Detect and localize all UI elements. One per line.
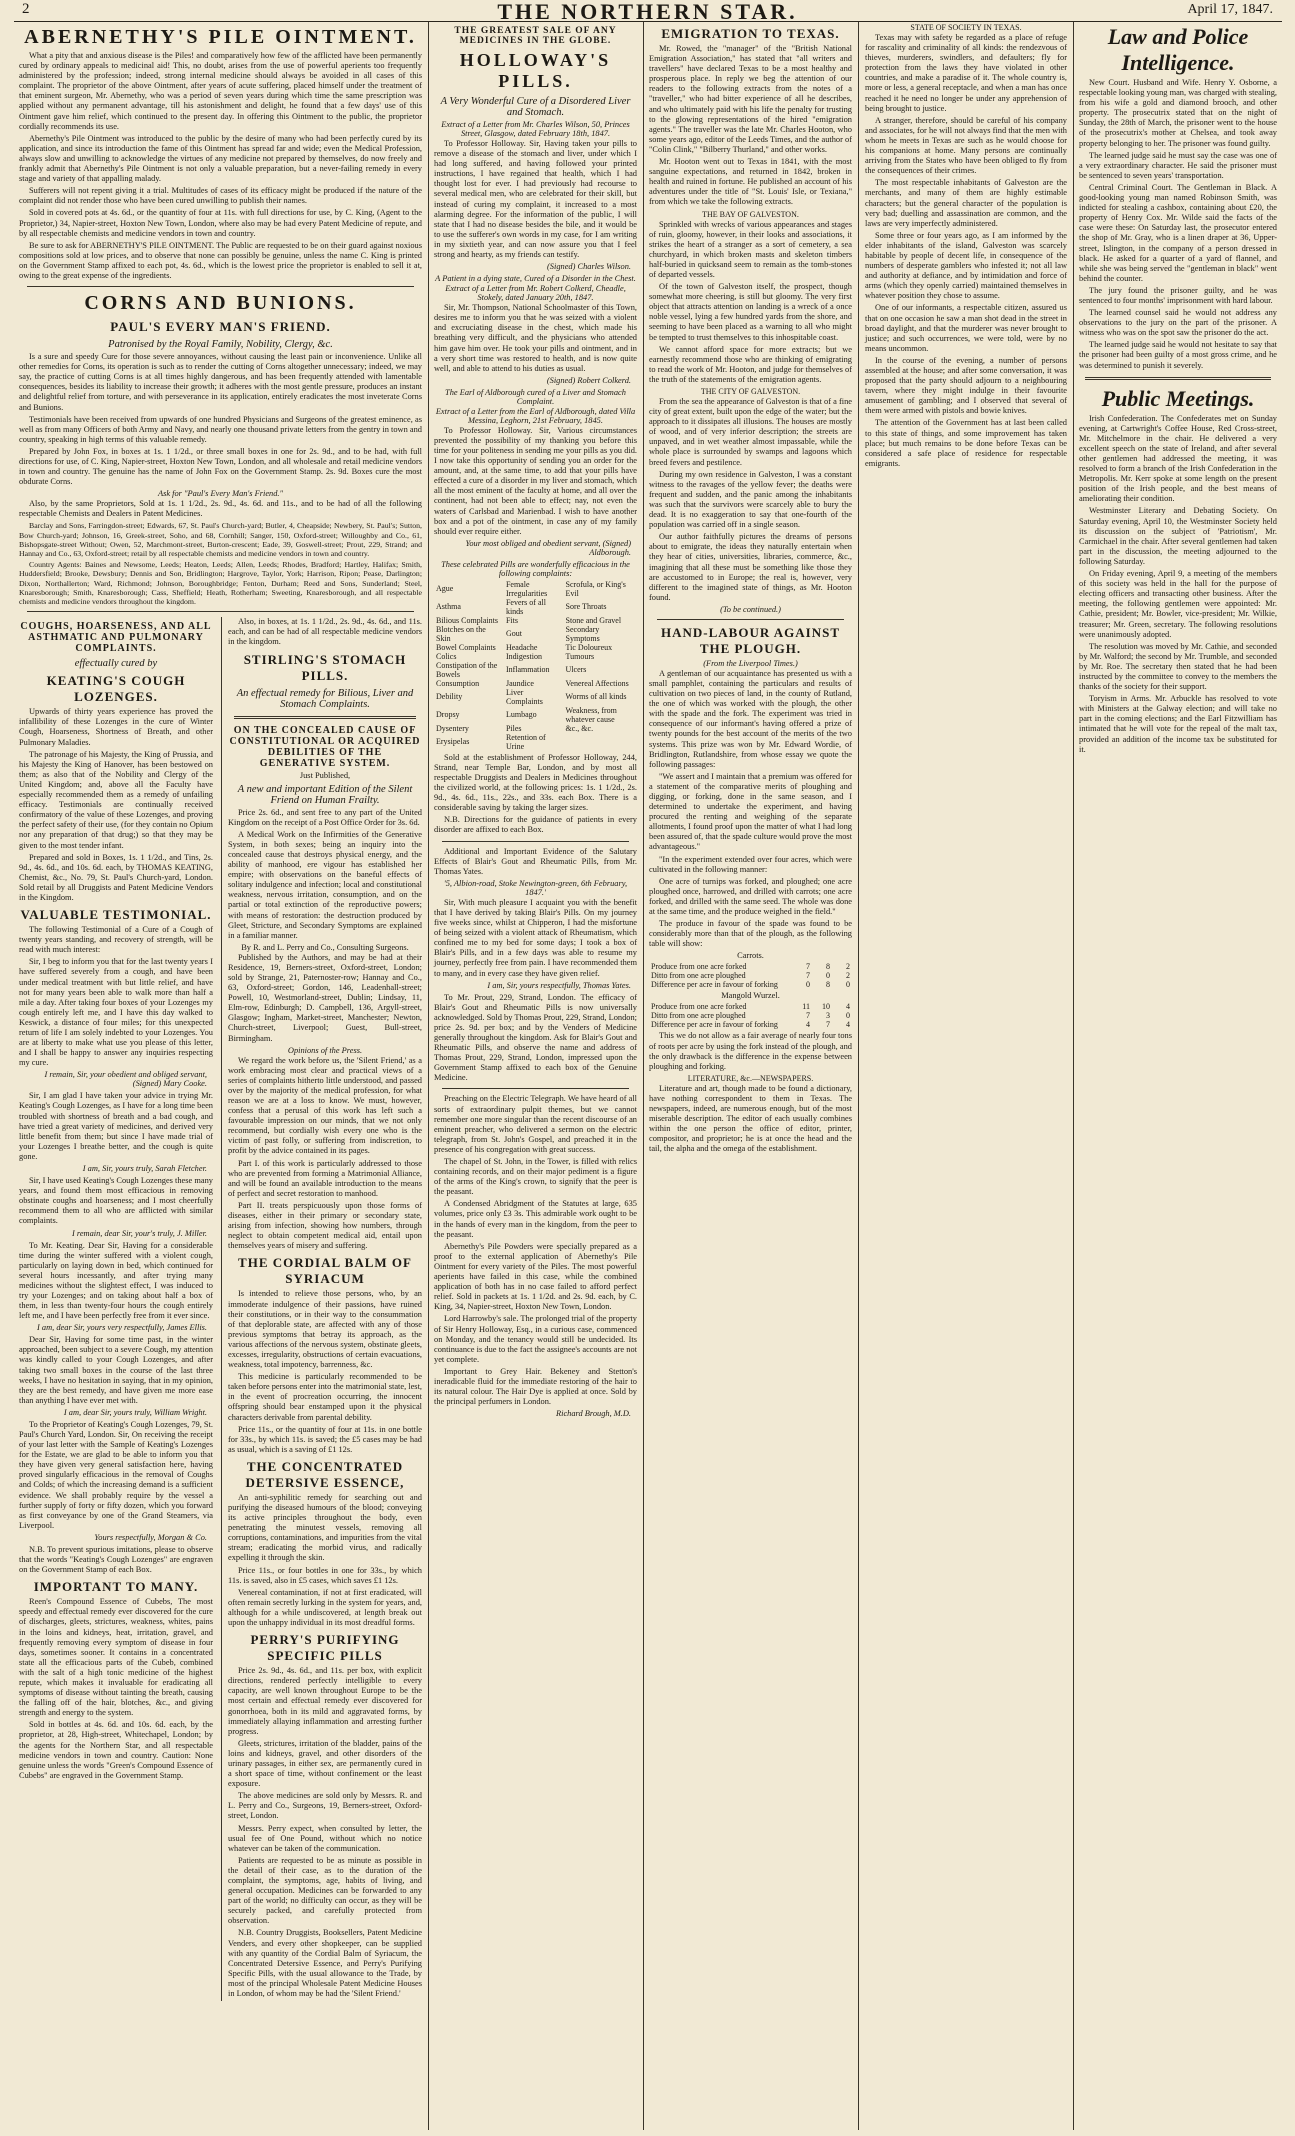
article-paragraph: What a pity that and anxious disease is the Piles! and comparatively how few of the afflicted have been permanently cured by ordinary appeals to medicinal aid! This, no doubt, arises from the use of powerful aperients too frequently administered by the profession; indeed, strong internal medicine should always be avoided in all cases of this complaint. The proprietor of the above Ointment, after years of acute suffering, placed himself under the treatment of that eminent surgeon, Mr. Abernethy, who was a period of seven years during which time the same prescription was applied without any permanent advantage, till his astonishment and delight, he found that a few days' use of this Ointment gave him relief, which continued to the present day. In offering this Ointment to the public, the proprietor cordially recommends its use.	[19, 51, 422, 131]
article-paragraph: Literature and art, though made to be found a dictionary, have nothing correspondent to them in Texas. The newspapers, indeed, are numerous enough, but of the most miserable description. The editor of each usually combines within the one person the office of editor, printer, compositor, and proprietor; he is at once the head and the tail, the alpha and the omega of the establishment.	[649, 1083, 852, 1154]
table-cell: 11	[802, 1002, 810, 1012]
section-head: LITERATURE, &c.—NEWSPAPERS.	[687, 1073, 814, 1083]
article-paragraph: The attention of the Government has at last been called to this state of things, and some improvement has taken place; but much remains to be done before Texas can be considered a safe place of residence for respectable emigrants.	[865, 418, 1067, 468]
table-cell: Retention of Urine	[505, 732, 546, 751]
article-paragraph: Messrs. Perry expect, when consulted by letter, the usual fee of One Pound, without which no notice whatever can be taken of the communication.	[228, 1823, 422, 1853]
column-rule	[858, 22, 859, 2130]
continued-note: (To be continued.)	[720, 604, 781, 614]
table-cell: Piles	[505, 723, 522, 733]
table-row	[434, 679, 637, 688]
signature: Richard Brough, M.D.	[556, 1409, 631, 1419]
article-paragraph: Texas may with safety be regarded as a place of refuge for rascality and criminality of all kinds: the rendezvous of thieves, murderers, swindlers, and defaulters; fly for protection from the laws they have violated in other countries, and make a paradise of it. The whole country is, more or less, a general receptacle, and when a man has once reached it he need no longer be under any apprehension of being brought to justice.	[865, 33, 1067, 113]
page-number: 2	[22, 1, 30, 17]
table-cell: Worms of all kinds	[565, 692, 627, 702]
column-5	[1074, 22, 1282, 2130]
article-paragraph: During my own residence in Galveston, I was a constant witness to the ravages of the yellow fever; the deaths were frequent and sudden, and the panic among the inhabitants was such that the survivors were scarcely able to bury the dead. It is no exaggeration to say that one-fourth of the population was carried off in a single season.	[649, 469, 852, 530]
subhead-holloway: A Very Wonderful Cure of a Disordered Liver and Stomach.	[440, 96, 631, 118]
complaints-table	[434, 580, 637, 751]
article-paragraph: Upwards of thirty years experience has proved the infallibility of these Lozenges in the cure of Winter Cough, Hoarseness, Shortness of Breath, and other Pulmonary Maladies.	[19, 707, 213, 747]
table-row	[649, 1011, 852, 1020]
article-paragraph: The learned judge said he would not hesitate to say that the prisoner had been guilty of a most gross crime, and he was determined to punish it severely.	[1079, 340, 1277, 370]
article-paragraph: This we do not allow as a fair average of nearly four tons of roots per acre by using the fork instead of the plough, and the only drawback is the difference in the expense between ploughing and forking.	[649, 1031, 852, 1071]
article-paragraph: One acre of turnips was forked, and ploughed; one acre ploughed once, harrowed, and drilled with carrots; one acre forked, and drilled with the same seed. The whole was done at the same time, and the produce weighed in the field."	[649, 876, 852, 917]
article-paragraph: Prepared and sold in Boxes, 1s. 1 1/2d., and Tins, 2s. 9d., 4s. 6d., and 10s. 6d. each, by THOMAS KEATING, Chemist, &c., No. 79, St. Paul's Church-yard, London. Sold retail by all Druggists and Patent Medicine Vendors in the Kingdom.	[19, 852, 213, 902]
divider	[657, 619, 844, 620]
table-cell: 4	[846, 1020, 850, 1030]
article-paragraph: Important to Grey Hair. Bekeney and Stetton's ineradicable fluid for the immediate restoring of the hair to its natural colour. The Hair Dye is applied at once. Sold by the principal perfumers in London.	[434, 1366, 637, 1407]
article-paragraph: On Friday evening, April 9, a meeting of the members of this society was held in the hall for the purpose of electing officers and transacting other business. After the meeting, the following gentlemen were appointed: Mr. Cathie, president; Mr. Bowler, vice-president; Mr. Wilkie, treasurer; Mr. Green, secretary. The following resolutions were unanimously adopted.	[1079, 569, 1277, 639]
article-paragraph: Also, in boxes, at 1s. 1 1/2d., 2s. 9d., 4s. 6d., and 11s. each, and can be had of all respectable medicine vendors in the kingdom.	[228, 617, 422, 647]
section-head: STATE OF SOCIETY IN TEXAS.	[910, 23, 1022, 32]
column-2	[429, 22, 642, 2130]
subhead-pauls: Patronised by the Royal Family, Nobility, Clergy, &c.	[108, 339, 333, 351]
masthead: THE NORTHERN STAR.	[497, 0, 798, 24]
page-header	[0, 0, 1295, 24]
issue-date: April 17, 1847.	[1187, 2, 1273, 17]
column-1	[14, 22, 427, 2130]
table-cell: Debility	[436, 692, 463, 702]
article-paragraph: Sold at the establishment of Professor Holloway, 244, Strand, near Temple Bar, London, and by most all respectable Druggists and Dealers in Medicines throughout the civilized world, at the following prices: 1s. 1 1/2d., 2s. 9d., 4s. 6d., 11s., 22s., and 33s. each Box. There is a considerable saving by taking the larger sizes.	[434, 752, 637, 813]
table-cell: Fits	[505, 615, 518, 625]
article-paragraph: Sold in bottles at 4s. 6d. and 10s. 6d. each, by the proprietor, at 28, High-street, Whitechapel, London; by the agents for the Northern Star, and all respectable medicine vendors in town and country. Caution: None genuine unless the words "Green's Compound Essence of Cubebs" are engraved in the Government Stamp.	[19, 1720, 213, 1780]
table-cell: Lumbago	[505, 710, 537, 720]
article-paragraph: We cannot afford space for more extracts; but we earnestly recommend those who are thinking of emigrating to read the work of Mr. Hooton, and judge for themselves of the truth of the statements of the emigration agents.	[649, 344, 852, 384]
article-paragraph: N.B. Directions for the guidance of patients in every disorder are affixed to each Box.	[434, 815, 637, 835]
article-paragraph: Additional and Important Evidence of the Salutary Effects of Blair's Gout and Rheumatic Pills, from Mr. Thomas Yates.	[434, 846, 637, 876]
source-line: (From the Liverpool Times.)	[703, 658, 798, 668]
table-cell: 0	[806, 980, 810, 990]
table-cell: Sore Throats	[565, 602, 607, 612]
table-row	[649, 1020, 852, 1029]
article-paragraph: Price 2s. 6d., and sent free to any part of the United Kingdom on the receipt of a Post Office Order for 3s. 6d.	[228, 807, 422, 827]
article-paragraph: A stranger, therefore, should be careful of his company and associates, for he will not always find that the men with whom he meets in Texas are such as he would choose for his companions at home. Many persons are continually arriving from the States who have been obliged to fly from the consequences of their crimes.	[865, 115, 1067, 176]
table-cell: 7	[806, 1011, 810, 1021]
table-row	[434, 598, 637, 616]
article-paragraph: N.B. To prevent spurious imitations, please to observe that the words "Keating's Cough Lozenges" are engraven on the Government Stamp of each Box.	[19, 1544, 213, 1575]
article-paragraph: This medicine is particularly recommended to be taken before persons enter into the matrimonial state, lest, in the event of procreation occurring, the innocent offspring should bear enstamped upon it the physical characters derivable from parental debility.	[228, 1372, 422, 1422]
article-paragraph: Sir, I beg to inform you that for the last twenty years I have suffered severely from a cough, and have been under medical treatment with but little relief, and have not for many years been able to walk more than half a mile a day. After taking four boxes of your Lozenges my cough entirely left me, and I have this day walked to Keswick, a distance of four miles; for this unexpected return of life I am solely indebted to your Lozenges. You are at liberty to make what use you please of this letter, and I shall be happy to answer any inquiries respecting my cure.	[19, 957, 213, 1068]
table-cell: Ague	[436, 584, 454, 594]
article-paragraph: Mr. Hooton went out to Texas in 1841, with the most sanguine expectations, and returned in 1842, broken in health and ruined in fortune. He published an account of his adventures under the title of "St. Louis' Isle, or Texiana," from which we take the following extracts.	[649, 157, 852, 207]
article-paragraph: Part I. of this work is particularly addressed to those who are prevented from forming a Matrimonial Alliance, and will be found an available introduction to the means of perfect and secret restoration to manhood.	[228, 1158, 422, 1198]
table-row	[434, 733, 637, 751]
article-paragraph: The resolution was moved by Mr. Cathie, and seconded by Mr. Walford; the second by Mr. Trumble, and seconded by Mr. Roe. The secretary then stated that he had been instructed by the committee to convey to the members the thanks of the society for their support.	[1079, 641, 1277, 692]
article-paragraph: Prepared by John Fox, in boxes at 1s. 1 1/2d., or three small boxes in one for 2s. 9d., and to be had, with full directions for use, of C. King, Napier-street, Hoxton New Town, London, and all wholesale and retail medicine vendors in town and country. The genuine has the name of John Fox on the Government Stamp. 2s. 9d. Boxes cure the most obdurate Corns.	[19, 446, 422, 487]
headline-perry-pills: PERRY'S PURIFYING SPECIFIC PILLS	[250, 1632, 400, 1664]
subhead-coughs: effectually cured by	[74, 658, 158, 670]
table-cell: Difference per acre in favour of forking	[651, 1020, 778, 1030]
table-title-mangold: Mangold Wurzel.	[721, 991, 780, 1001]
column-3	[644, 22, 857, 2130]
table-cell: Bilious Complaints	[436, 615, 499, 625]
table-cell: Constipation of the Bowels	[436, 660, 498, 679]
article-paragraph: Reen's Compound Essence of Cubebs, The most speedy and effectual remedy ever discovered for the cure of discharges, gleets, strictures, weakness, whites, pains in the loins and kidneys, heat, irritation, gravel, and frequently removing every symptom of disease in four days, sometimes sooner. It contains in a concentrated state all the efficacious parts of the Cubeb, combined with the salt of a high tonic medicine of the highest repute, which makes it invaluable for eradicating all symptoms of disease without tainting the breath, causing the falling off of the hair, blotches, &c., and giving strength and energy to the system.	[19, 1597, 213, 1718]
article-paragraph: A gentleman of our acquaintance has presented us with a small pamphlet, containing the particulars and results of cultivation on two pieces of land, in the county of Rutland, the one of which was worked with the plough, the other with the spade and the fork. The experiment was tried in consequence of our informant's having offered a prize of twenty pounds for the best account of the merits of the two systems. This prize was won by Mr. Edward Wordie, of Bridlington, Rutlandshire, from whose essay we quote the following passages:	[649, 668, 852, 769]
article-paragraph: The jury found the prisoner guilty, and he was sentenced to four months' imprisonment with hard labour.	[1079, 285, 1277, 305]
article-paragraph: Be sure to ask for ABERNETHY'S PILE OINTMENT. The Public are requested to be on their guard against noxious compositions sold at low prices, and to observe that none can possibly be genuine, unless the name C. King is printed on the Government Stamp affixed to each pot, 4s. 6d., which is the lowest price the proprietor is enabled to sell it at, owing to the great expense of the ingredients.	[19, 240, 422, 280]
table-cell: 0	[846, 980, 850, 990]
table-cell: 2	[846, 971, 850, 981]
article-paragraph: To Professor Holloway. Sir, Having taken your pills to remove a disease of the stomach and liver, under which I had long suffered, and having followed your printed instructions, I have regained that health, which I had thought lost for ever. I had previously had recourse to several medical men, who are celebrated for their skill, but instead of curing my complaint, it increased to a most alarming degree. For the information of the public, I will state that I had no disease besides the bile, and it would be to use the sufferer's own words in my case, for I am writing in my sixtieth year, and can now assure you that I feel strong and hearty, as my friends can testify.	[434, 139, 637, 260]
table-title-carrots: Carrots.	[737, 951, 764, 961]
authors-line: By R. and L. Perry and Co., Consulting Surgeons.	[241, 942, 409, 952]
table-cell: Ditto from one acre ploughed	[651, 971, 746, 981]
article-paragraph: Our author faithfully pictures the dreams of persons about to emigrate, the ideas they naturally entertain when they hear of cities, universities, libraries, commerce, &c., imagining that all these must be something like those they are accustomed to in Europe; the real is, however, very different to the imagined state of things, as Mr. Hooton found.	[649, 532, 852, 602]
article-paragraph: Abernethy's Pile Ointment was introduced to the public by the desire of many who had been perfectly cured by its application, and since its introduction the fame of this Ointment has spread far and wide; even the Medical Profession, always slow and unwilling to acknowledge the virtues of any medicine not prepared by themselves, do now freely and frankly admit that Abernethy's Pile Ointment is not only a valuable preparation, but a never-failing remedy in every stage and variety of that appalling malady.	[19, 133, 422, 184]
article-paragraph: The most respectable inhabitants of Galveston are the merchants, and many of them are highly estimable characters; but the general character of the population is very bad; duelling and assassination are common, and the laws are very imperfectly administered.	[865, 178, 1067, 228]
extract-line: Extract of a Letter from Mr. Robert Colkerd, Cheadle, Stokely, dated January 20th, 1847.	[445, 284, 626, 303]
signature: Your most obliged and obedient servant, (Signed) Aldborough.	[465, 538, 631, 557]
italic-head: These celebrated Pills are wonderfully efficacious in the following complaints:	[441, 559, 630, 578]
article-paragraph: Price 2s. 9d., 4s. 6d., and 11s. per box, with explicit directions, rendered perfectly intelligible to every capacity, are well known throughout Europe to be the most certain and effectual remedy ever discovered for gonorrhoea, both in its mild and aggravated forms, by immediately allaying inflammation and arresting further progress.	[228, 1666, 422, 1736]
table-cell: Stone and Gravel	[565, 615, 622, 625]
carrots-table	[649, 962, 852, 989]
article-paragraph: To Professor Holloway. Sir, Various circumstances prevented the possibility of my thanking you before this time for your politeness in sending me your pills as you did. I now take this opportunity of sending you an order for the amount, and, at the same time, to add that your pills have effected a cure of a disorder in my liver and stomach, which all the most eminent of the faculty at home, and all over the continent, had not been able to effect; nay, not even the waters of Carlsbad and Marienbad. I wish to have another box and a pot of the ointment, in case any of my family should ever require either.	[434, 425, 637, 536]
signature: I am, dear Sir, yours very respectfully, James Ellis.	[37, 1323, 207, 1333]
article-paragraph: Testimonials have been received from upwards of one hundred Physicians and Surgeons of the greatest eminence, as well as from many Officers of both Army and Navy, and nearly one thousand private letters from the gentry in town and country, speaking in high terms of this valuable remedy.	[19, 414, 422, 444]
subhead-silent-friend: A new and important Edition of the Silent Friend on Human Frailty.	[237, 783, 413, 806]
table-row	[434, 643, 637, 652]
table-cell: Erysipelas	[436, 737, 470, 747]
article-paragraph: Sir, With much pleasure I acquaint you with the benefit that I have derived by taking Blair's Pills. On my journey five weeks since, whilst at Chipperon, I had the misfortune of being seized with a violent attack of Rheumatism, which confined me to my bed for some days; I took a box of Blair's Pills, and in a few days was able to resume my journey, perfectly free from pain. I have recommended them to many, and in every case they have given relief.	[434, 897, 637, 978]
extract-line: Extract of a Letter from the Earl of Aldborough, dated Villa Messina, Leghorn, 21st February, 1845.	[435, 406, 636, 425]
table-cell: Consumption	[436, 678, 480, 688]
table-cell: Fevers of all kinds	[505, 597, 546, 616]
headline-emigration: EMIGRATION TO TEXAS.	[661, 26, 840, 41]
article-paragraph: In the course of the evening, a number of persons assembled at the house; and after some conversation, it was proposed that the party should adjourn to a neighbouring tavern, where they might indulge in their favourite amusement of gambling; and I observed that several of them were armed with pistols and bowie knives.	[865, 355, 1067, 416]
signature: (Signed) Robert Colkerd.	[546, 375, 631, 385]
article-paragraph: Gleets, strictures, irritation of the bladder, pains of the loins and kidneys, gravel, and other disorders of the urinary passages, in either sex, are permanently cured in a short space of time, without confinement or the least exposure.	[228, 1738, 422, 1789]
table-cell: Produce from one acre forked	[651, 962, 747, 972]
table-cell: Scrofula, or King's Evil	[565, 579, 626, 598]
table-cell: Produce from one acre forked	[651, 1002, 747, 1012]
article-paragraph: We regard the work before us, the 'Silent Friend,' as a work embracing most clear and practical views of a series of complaints hitherto little understood, and passed over by the majority of the medical profession, for what reason we are at a loss to know. We must, however, confess that a perusal of this work has left such a favourable impression on our minds, that we not only recommend, but cordially wish every one who is the victim of past folly, or suffering from indiscretion, to profit by the advice contained in its pages.	[228, 1055, 422, 1156]
article-paragraph: Dear Sir, Having for some time past, in the winter approached, been subject to a severe Cough, my attention was kindly called to your Cough Lozenges, and after taking two small boxes in the course of the last three weeks, I have no hesitation in saying, that in my opinion, they are the best remedy, and have given me more ease than anything I have ever met with.	[19, 1335, 213, 1405]
headline-greatest-sale: THE GREATEST SALE OF ANY MEDICINES IN THE GLOBE.	[454, 26, 617, 46]
table-cell: Difference per acre in favour of forking	[651, 980, 778, 990]
article-paragraph: Mr. Rowed, the "manager" of the "British National Emigration Association," has stated that "all writers and travellers" have declared Texas to be a most healthy and prosperous place. In reply we beg the attention of our readers to the following extracts from the notes of a "traveller," who had bitter experience of all he describes, and who ultimately paid with his life the penalty for trusting to the glowing representations of the hired "emigration agents." The traveller was the late Mr. Charles Hooton, who some years ago, editor of the Leeds Times, and the author of "Colin Clink," "Bilberry Thurland," and other works.	[649, 44, 852, 154]
article-paragraph: "In the experiment extended over four acres, which were cultivated in the following manner:	[649, 854, 852, 874]
table-cell: &c., &c.	[565, 723, 594, 733]
table-cell: Tic Doloureux	[565, 642, 613, 652]
article-paragraph: Abernethy's Pile Powders were specially prepared as a proof to the external application of Abernethy's Pile Ointment for every variety of the Piles. The most powerful aperients have failed in this case, while the combined application of both has in no case failed to afford perfect relief. Sold in packets at 1s. 1 1/2d. and 2s. 9d. each, by C. King, 34, Napier-street, Hoxton New Town, London.	[434, 1241, 637, 1312]
article-paragraph: From the sea the appearance of Galveston is that of a fine city of great extent, built upon the edge of the water; but the approach to it dissipates all illusions. The houses are mostly of wood, and of very inferior description; the streets are unpaved, and in wet weather almost impassable, while the whole place is surrounded by swamps and lagoons which breed fevers and pestilence.	[649, 397, 852, 467]
article-paragraph: An anti-syphilitic remedy for searching out and purifying the diseased humours of the blood; conveying its active principles throughout the body, even penetrating the minutest vessels, removing all corruptions, contaminations, and impurities from the vital stream; eradicating the morbid virus, and radically expelling it through the skin.	[228, 1492, 422, 1563]
article-paragraph: "We assert and I maintain that a premium was offered for a statement of the comparative merits of ploughing and digging, or forking, done in the same season, and I determined to undertake the experiment, and having procured the renting and weighing of the separate allotments, I found proof upon the matter of what I had long been assured of, that the spade culture would prove the most advantageous."	[649, 771, 852, 852]
headline-important: IMPORTANT TO MANY.	[33, 1579, 199, 1595]
table-cell: Dropsy	[436, 710, 460, 720]
article-paragraph: Westminster Literary and Debating Society. On Saturday evening, April 10, the Westminster Society held its discussion on the subject of 'Patriotism', Mr. Carmichael in the chair. After several gentlemen had taken part in the discussion, the meeting adjourned to the following Saturday.	[1079, 506, 1277, 566]
table-cell: Bowel Complaints	[436, 642, 496, 652]
article-paragraph: Country Agents: Baines and Newsome, Leeds; Heaton, Leeds; Allen, Leeds; Rhodes, Bradford; Hartley, Halifax; Smith, Huddersfield; Brooke, Dewsbury; Dennis and Son, Bridlington; Hargrove, Taylor, York; Harrison, Ripon; Pease, Darlington; Dixon, Northallerton; Ward, Richmond; Johnson, Boroughbridge; Fenton, Durham; Reed and Sons, Sunderland; Steel, Knaresborough; Smith, Knaresborough; Cass, Sheffield; Heath, Rotherham; Sweeting, Knaresborough, and all respectable chemists and medicine vendors throughout the kingdom.	[19, 560, 422, 607]
article-paragraph: Sir, Mr. Thompson, National Schoolmaster of this Town, desires me to inform you that he was seized with a violent and excruciating disease in the chest, which made his breathing very difficult, and the physicians who attended him gave him over. He took your pills and ointment, and in a very short time was restored to health, and is now quite well, and able to attend to his duties as usual.	[434, 303, 637, 373]
table-cell: Dysentery	[436, 723, 469, 733]
table-cell: Indigestion	[505, 651, 542, 661]
divider	[27, 286, 414, 287]
article-paragraph: Of the town of Galveston itself, the prospect, though somewhat more cheering, is still but gloomy. The very first object that attracts attention on landing is a wreck of a once noble vessel, lying a few hundred yards from the shore, and seeming to have been placed as a warning to all who might be tempted to trust themselves to this inhospitable coast.	[649, 282, 852, 342]
article-paragraph: Sold in covered pots at 4s. 6d., or the quantity of four at 11s. with full directions for use, by C. King, (Agent to the Proprietor,) 34, Napier-street, Hoxton New Town, London, where also may be had every Patent Medicine of repute, and by all respectable chemists and medicine vendors in town and country.	[19, 208, 422, 238]
article-paragraph: The above medicines are sold only by Messrs. R. and L. Perry and Co., Surgeons, 19, Berners-street, Oxford-street, London.	[228, 1791, 422, 1821]
table-row	[649, 980, 852, 989]
table-cell: 4	[806, 1020, 810, 1030]
headline-stirling: STIRLING'S STOMACH PILLS.	[243, 651, 407, 683]
article-paragraph: Part II. treats perspicuously upon those forms of diseases, either in their primary or secondary state, arising from infection, showing how numbers, through neglect to obtain competent medical aid, entail upon themselves years of misery and suffering.	[228, 1200, 422, 1251]
article-paragraph: Preaching on the Electric Telegraph. We have heard of all sorts of extraordinary pulpit themes, but we cannot remember one more singular than the recent discourse of an eminent preacher, who delivered a sermon on the electric telegraph, from St. John's Gospel, and preached it in the presence of his congregation with great success.	[434, 1094, 637, 1154]
table-cell: Tumours	[565, 651, 595, 661]
table-row	[434, 688, 637, 706]
article-paragraph: New Court. Husband and Wife. Henry Y. Osborne, a respectable looking young man, was charged with stealing, from his wife a gold and diamond brooch, and other property. The prosecutrix stated that on the night of Sunday, the 28th of March, the prisoner went to the house of the prosecutrix's mother at Chelsea, and took away property belonging to her. The prisoner was found guilty.	[1079, 78, 1277, 148]
article-paragraph: Price 11s., or four bottles in one for 33s., by which 11s. is saved, also in £5 cases, which saves £1 12s.	[228, 1565, 422, 1585]
article-paragraph: The patronage of his Majesty, the King of Prussia, and his Majesty the King of Hanover, has been bestowed on them; as also that of the Nobility and Clergy of the United Kingdom; and, above all the Faculty have especially recommended them as a remedy of unfailing efficacy. Testimonials are continually received confirmatory of the value of these Lozenges, and proving the perfect safety of their use, (for they contain no Opium nor any preparation of that drug;) so that they may be given to the most tender infant.	[19, 749, 213, 850]
table-cell: 2	[846, 962, 850, 972]
divider	[234, 716, 416, 719]
section-head: THE BAY OF GALVESTON.	[702, 209, 799, 219]
article-paragraph: To the Proprietor of Keating's Cough Lozenges, 79, St. Paul's Church Yard, London. Sir, On receiving the receipt of your last letter with the Sample of Keating's Lozenges for the Estate, we are glad to be able to inform you that they have given very general satisfaction here, having proved singularly efficacious in the removal of Coughs and Colds; of which the increasing demand is a sufficient evidence. We shall probably require by the vessel a further supply of forty or fifty dozen, which you forward as first conveyance by one of the Grand Steamers, via Liverpool.	[19, 1419, 213, 1530]
article-paragraph: N.B. Country Druggists, Booksellers, Patent Medicine Venders, and every other shopkeeper, can be supplied with any quantity of the Cordial Balm of Syriacum, the Concentrated Detersive Essence, and Perry's Purifying Specific Pills, with the usual allowance to the Trade, by most of the principal Wholesale Patent Medicine Houses in London, of whom may be had the 'Silent Friend.'	[228, 1928, 422, 1999]
table-cell: 0	[846, 1011, 850, 1021]
table-cell: Venereal Affections	[565, 678, 629, 688]
table-row	[649, 971, 852, 980]
signature: I remain, Sir, your obedient and obliged servant, (Signed) Mary Cooke.	[44, 1070, 207, 1089]
headline-coughs: COUGHS, HOARSENESS, AND ALL ASTHMATIC AND PULMONARY COMPLAINTS.	[20, 621, 212, 655]
signature: I am, Sir, yours respectfully, Thomas Yates.	[487, 980, 631, 990]
headline-pile-ointment: ABERNETHY'S PILE OINTMENT.	[24, 26, 417, 48]
headline-detersive: THE CONCENTRATED DETERSIVE ESSENCE,	[245, 1458, 405, 1490]
table-cell: Liver Complaints	[505, 687, 543, 706]
table-cell: 10	[822, 1002, 830, 1012]
divider	[442, 841, 629, 842]
article-paragraph: To Mr. Prout, 229, Strand, London. The efficacy of Blair's Gout and Rheumatic Pills is now universally acknowledged. Sold by Thomas Prout, 229, Strand, London; price 2s. 9d. per box; and by the Venders of Medicine generally throughout the kingdom. Ask for Blair's Gout and Rheumatic Pills, and observe the name and address of Thomas Prout, 229, Strand, London, impressed upon the Government Stamp affixed to each box of the Genuine Medicine.	[434, 992, 637, 1083]
headline-debility: ON THE CONCEALED CAUSE OF CONSTITUTIONAL OR ACQUIRED DEBILITIES OF THE GENERATIVE SYSTEM.	[229, 724, 421, 769]
article-paragraph: Central Criminal Court. The Gentleman in Black. A good-looking young man named Robinson Smith, was indicted for stealing a cashbox, containing about £20, the property of Henry Cox. Mr. Wilde said the facts of the case were these: On Saturday last, the prosecutor entered the shop of Mr. Gray, who is a linen draper at 36, Upper-street, Islington, in the company of a person dressed in black. He asked for a quarter of a yard of flannel, and while she was being served the "gentleman in black" went behind the counter.	[1079, 182, 1277, 283]
table-cell: Colics	[436, 651, 457, 661]
table-cell: Inflammation	[505, 665, 550, 675]
table-cell: Ditto from one acre ploughed	[651, 1011, 746, 1021]
headline-corns: CORNS AND BUNIONS.	[84, 292, 357, 315]
table-row	[434, 652, 637, 661]
article-paragraph: Sufferers will not repent giving it a trial. Multitudes of cases of its efficacy might be produced if the nature of the complaint did not render those who have been cured unwilling to publish their names.	[19, 186, 422, 206]
opinions-head: Opinions of the Press.	[287, 1045, 363, 1055]
table-row	[649, 1002, 852, 1011]
table-row	[434, 580, 637, 598]
section-head: THE CITY OF GALVESTON.	[700, 387, 801, 396]
table-row	[434, 625, 637, 643]
table-cell: Secondary Symptoms	[565, 624, 600, 643]
article-paragraph: Toryism in Arms. Mr. Arbuckle has resolved to vote with Ministers at the Galway election; and will take no part in the coming elections; and the Earl Fitzwilliam has intimated that he will vote for the repeal of the malt tax, provided an addition of the income tax be substituted for it.	[1079, 694, 1277, 754]
table-row	[434, 724, 637, 733]
article-paragraph: Is a sure and speedy Cure for those severe annoyances, without causing the least pain or inconvenience. Unlike all other remedies for Corns, its operation is such as to render the cutting of Corns altogether unnecessary; indeed, we may say, the practice of cutting Corns is at all times highly dangerous, and has been frequently attended with lamentable consequences, besides its liability to increase their growth; it adheres with the most gentle pressure, produces an instant and delightful relief from torture, and with perseverance in its application, entirely eradicates the most inveterate Corns and Bunions.	[19, 352, 422, 412]
article-paragraph: Irish Confederation. The Confederates met on Sunday evening, at Cartwright's Coffee House, Red Cross-street, Mr. Mitchelmore in the chair. He delivered a very excellent speech on the state of Ireland, and after several other gentlemen had addressed the meeting, it was resolved to form a branch of the Irish Confederation in the Metropolis. Mr. Kerr spoke at some length on the present position of the Irish people, and the best means of ameliorating their condition.	[1079, 413, 1277, 504]
divider	[1085, 377, 1271, 380]
subhead-stirling: An effectual remedy for Bilious, Liver and Stomach Complaints.	[236, 687, 414, 710]
article-paragraph: Is intended to relieve those persons, who, by an immoderate indulgence of their passions, have ruined their constitutions, or in their way to the consummation of that deplorable state, are affected with any of those previous symptoms that betray its approach, as the various affections of the nervous system, obstinate gleets, excesses, irregularity, obstructions of certain evacuations, weakness, total impotency, barrenness, &c.	[228, 1289, 422, 1370]
table-cell: Weakness, from whatever cause	[565, 705, 617, 724]
table-cell: Ulcers	[565, 665, 587, 675]
article-paragraph: Lord Harrowby's sale. The prolonged trial of the property of Sir Henry Holloway, Esq., in a curious case, commenced on Monday, and the tenancy would still be undecided. Its continuance is due to the fact the assignee's accounts are not yet complete.	[434, 1314, 637, 1364]
article-paragraph: To Mr. Keating. Dear Sir, Having for a considerable time during the winter suffered with a violent cough, particularly on laying down in bed, which continued for several hours incessantly, and after trying many medicines without the slightest effect, I was induced to try your Lozenges; and on taking about half a box of them, in less than twenty-four hours the cough entirely left me, and I have been perfectly free from it ever since.	[19, 1240, 213, 1321]
article-paragraph: The following Testimonial of a Cure of a Cough of twenty years standing, and recovery of strength, will be read with much interest:	[19, 925, 213, 955]
article-paragraph: Also, by the same Proprietors, Sold at 1s. 1 1/2d., 2s. 9d., 4s. 6d. and 11s., and to be had of all the following respectable Chemists and Dealers in Patent Medicines.	[19, 499, 422, 519]
extract-line: Extract of a Letter from Mr. Charles Wilson, 50, Princes Street, Glasgow, dated February 18th, 1847.	[441, 120, 630, 138]
table-cell: Female Irregularities	[505, 579, 548, 598]
table-cell: 7	[806, 962, 810, 972]
italic-head: A Patient in a dying state, Cured of a Disorder in the Chest.	[435, 274, 636, 284]
divider	[27, 611, 414, 612]
table-row	[434, 661, 637, 679]
table-cell: 7	[826, 1020, 830, 1030]
signature: I am, Sir, yours truly, Sarah Fletcher.	[82, 1164, 207, 1174]
table-cell: 7	[806, 971, 810, 981]
mangold-table	[649, 1002, 852, 1029]
headline-pauls: PAUL'S EVERY MAN'S FRIEND.	[110, 319, 331, 335]
table-cell: Headache	[505, 642, 538, 652]
article-paragraph: A Medical Work on the Infirmities of the Generative System, in both sexes; being an inquiry into the concealed cause that destroys physical energy, and the ability of manhood, ere vigour has established her empire; with observations on the baneful effects of solitary indulgence and infection; local and constitutional weakness, nervous irritation, consumption, and on the partial or total extinction of the reproductive powers; with means of restoration: the destruction produced by Gleet, Stricture, and Secondary Symptoms are explained in a familiar manner.	[228, 829, 422, 940]
section-title-law-police: Law and Police Intelligence.	[1107, 24, 1249, 75]
table-cell: 8	[826, 980, 830, 990]
article-paragraph: Sir, I am glad I have taken your advice in trying Mr. Keating's Cough Lozenges, as I have for a long time been troubled with shortness of breath and a bad cough, and have tried a great variety of medicines, and derived very little benefit from them; but since I have made trial of your Lozenges I breathe better, and the cough is quite gone.	[19, 1091, 213, 1161]
headline-keating: KEATING'S COUGH LOZENGES.	[46, 673, 186, 705]
table-cell: Jaundice	[505, 678, 534, 688]
published-line: Just Published,	[299, 770, 351, 780]
article-paragraph: The produce in favour of the spade was found to be considerably more than that of the plough, as the following table will show:	[649, 919, 852, 949]
article-paragraph: Price 11s., or the quantity of four at 11s. in one bottle for 33s., by which 11s. is saved; the £5 cases may be had as usual, which is a saving of £1 12s.	[228, 1424, 422, 1454]
table-cell: Blotches on the Skin	[436, 624, 486, 643]
table-cell: 4	[846, 1002, 850, 1012]
article-paragraph: Sir, I have used Keating's Cough Lozenges these many years, and found them most efficacious in removing obstinate coughs and hoarseness; and I most cheerfully recommend them to all who are afflicted with similar complaints.	[19, 1176, 213, 1226]
divider	[442, 1088, 629, 1089]
table-cell: Asthma	[436, 602, 461, 612]
headline-holloway: HOLLOWAY'S PILLS.	[459, 50, 612, 91]
article-paragraph: Barclay and Sons, Farringdon-street; Edwards, 67, St. Paul's Church-yard; Butler, 4, Cheapside; Newbery, St. Paul's; Sutton, Bow Church-yard; Johnson, 16, Greek-street, Soho, and 68, Cornhill; Sanger, 150, Oxford-street; Willoughby and Co., 61, Bishopsgate-street Without; Owen, 52, Marchmont-street, Burton-crescent; Eade, 39, Goswell-street; Prout, 229, Strand; and Hannay and Co., 63, Oxford-street; retail by all respectable chemists and medicine vendors in town and country.	[19, 521, 422, 559]
signature: (Signed) Charles Wilson.	[547, 262, 631, 272]
signature: Yours respectfully, Morgan & Co.	[94, 1532, 207, 1542]
table-row	[649, 962, 852, 971]
headline-hand-labour: HAND-LABOUR AGAINST THE PLOUGH.	[661, 624, 840, 656]
ask-line: Ask for "Paul's Every Man's Friend."	[157, 489, 284, 499]
extract-line: '5, Albion-road, Stoke Newington-green, 6th February, 1847.'	[443, 878, 628, 897]
table-cell: 8	[826, 962, 830, 972]
article-paragraph: Venereal contamination, if not at first eradicated, will often remain secretly lurking in the system for years, and, although for a while undiscovered, at length break out upon the unhappy individual in its most dreadful forms.	[228, 1587, 422, 1628]
signature: I remain, dear Sir, your's truly, J. Miller.	[71, 1228, 207, 1238]
article-paragraph: One of our informants, a respectable citizen, assured us that on one occasion he saw a man shot dead in the street in broad daylight, and that the murderer was never brought to justice; and such occurrences, we were told, were by no means uncommon.	[865, 303, 1067, 353]
signature: I am, dear Sir, yours truly, William Wright.	[63, 1407, 207, 1417]
article-paragraph: Some three or four years ago, as I am informed by the elder inhabitants of the island, Galveston was scarcely habitable by people of decent life, in consequence of the numbers of desperate gamblers who infested it; not all law and authority at defiance, and by intimidation and force of arms (which they openly carried) maintained themselves in whatever position they chose to assume.	[865, 230, 1067, 301]
table-cell	[564, 733, 637, 751]
article-paragraph: Published by the Authors, and may be had at their Residence, 19, Berners-street, Oxford-street, London; sold by Strange, 21, Paternoster-row; Hannay and Co., 63, Oxford-street; Gordon, 146, Leadenhall-street; Powell, 10, Westmorland-street, Dublin; Lindsay, 11, Elm-row, Edinburgh; D. Campbell, 136, Argyll-street, Glasgow; Ingham, Market-street, Manchester; Newton, Church-street, Liverpool; Guest, Bull-street, Birmingham.	[228, 952, 422, 1043]
article-paragraph: Patients are requested to be as minute as possible in the detail of their case, as to the duration of the complaint, the symptoms, age, habits of living, and general occupation. Medicines can be forwarded to any part of the world; no difficulty can occur, as they will be securely packed, and carefully protected from observation.	[228, 1855, 422, 1926]
table-cell: Gout	[505, 629, 522, 639]
table-row	[434, 616, 637, 625]
headline-syriacum: THE CORDIAL BALM OF SYRIACUM	[238, 1255, 412, 1287]
article-paragraph: A Condensed Abridgment of the Statutes at large, 635 volumes, price only £3 3s. This admirable work ought to be in the hands of every man in the kingdom, from the peer to the peasant.	[434, 1199, 637, 1239]
italic-head: The Earl of Aldborough cured of a Liver and Stomach Complaint.	[445, 387, 626, 406]
table-cell: 0	[826, 971, 830, 981]
table-row	[434, 706, 637, 724]
article-paragraph: Sprinkled with wrecks of various appearances and stages of ruin, gloomy, however, in their looks and associations, it strikes the heart of a stranger as a sort of cemetery, a sea churchyard, in which broken masts and skeleton timbers half-buried in quicksand seem to remain as the tomb-stones of departed vessels.	[649, 219, 852, 279]
article-paragraph: The learned counsel said he would not address any observations to the jury on the part of the prisoner. A witness who was on the spot saw the prisoner do the act.	[1079, 308, 1277, 338]
section-title-public-meetings: Public Meetings.	[1101, 385, 1255, 411]
headline-testimonial: VALUABLE TESTIMONIAL.	[20, 907, 212, 923]
article-paragraph: The learned judge said he must say the case was one of a very extraordinary character. He said the prisoner must be sentenced to seven years' transportation.	[1079, 150, 1277, 180]
table-cell: 3	[826, 1011, 830, 1021]
article-paragraph: The chapel of St. John, in the Tower, is filled with relics containing records, and on their major pediment is a figure of the arms of the King's crown, to signify that the peer is the peasant.	[434, 1157, 637, 1197]
column-4	[860, 22, 1072, 2130]
